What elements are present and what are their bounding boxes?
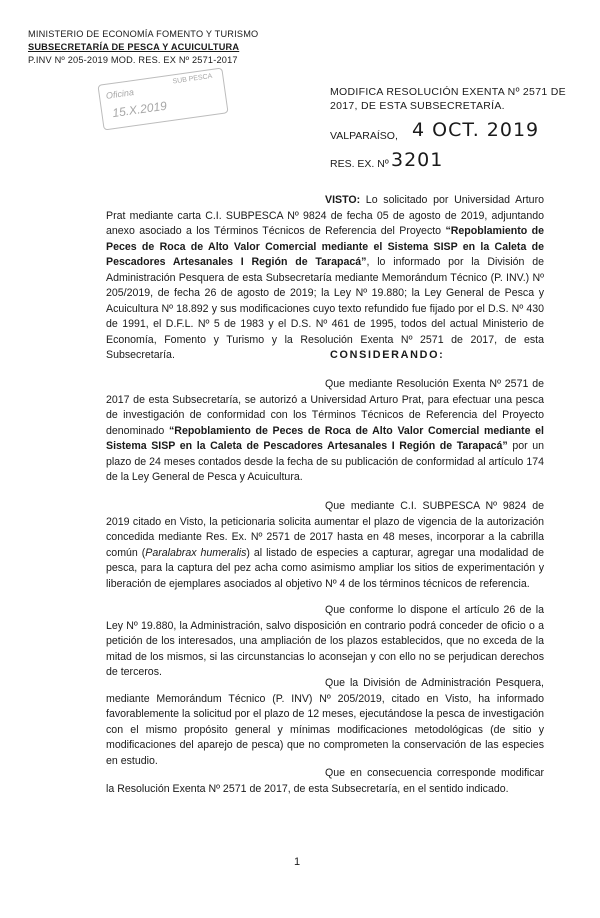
c2-text-1: Que mediante C.I. SUBPESCA Nº 9824 de 2019 citado en Visto, la peticionaria solicita aumentar el plazo de vigencia de la autorización concedida mediante Res. Ex. Nº 2571 de 2017 hasta en 48 meses, incorporar a la cabrilla común (: [106, 500, 544, 559]
page-number: 1: [294, 856, 301, 868]
stamp-text-2: 15.X.2019: [111, 98, 168, 121]
resolution-number-label: RES. EX. Nº: [330, 158, 389, 170]
considerando-2: [106, 499, 544, 592]
considerando-heading: CONSIDERANDO:: [330, 349, 445, 361]
visto-text-1: Lo solicitado por Universidad Arturo Prat mediante carta C.I. SUBPESCA Nº 9824 de fecha 05 de agosto de 2019, adjuntando anexo asociado a los Términos Técnicos de Referencia del Proyecto: [106, 194, 544, 237]
c2-species-name: Paralabrax humeralis: [145, 546, 247, 559]
letterhead: [28, 28, 258, 67]
c2-text-2: ) al listado de especies a capturar, agregar una modalidad de pesca, para la captura del pez acha como asimismo ampliar los sitios de experimentación y liberación de ejemplares asociados al objetivo Nº 4 de los términos técnicos de referencia.: [106, 546, 544, 590]
subject-line-1: MODIFICA RESOLUCIÓN EXENTA Nº 2571 DE: [330, 86, 566, 98]
c5-text: Que en consecuencia corresponde modificar la Resolución Exenta Nº 2571 de 2017, de esta Subsecretaría, en el sentido indicado.: [106, 767, 544, 795]
resolution-number: 3201: [391, 149, 444, 171]
resolution-subject: [330, 85, 570, 113]
considerando-5: [106, 766, 544, 797]
received-stamp: [97, 67, 228, 130]
c1-text-1: Que mediante Resolución Exenta Nº 2571 de 2017 de esta Subsecretaría, se autorizó a Universidad Arturo Prat, para efectuar una pesca de investigación de conformidad con los Términos Técnicos de Referencia del Proyecto denominado: [106, 378, 544, 437]
c3-text: Que conforme lo dispone el artículo 26 de la Ley Nº 19.880, la Administración, salvo disposición en contrario podrá conceder de oficio o a petición de los interesados, una ampliación de los plazos establecidos, que no exceda de la mitad de los mismos, si las circunstancias lo aconsejan y con ello no se perjudican derechos de terceros.: [106, 604, 544, 678]
visto-lead: VISTO:: [325, 194, 361, 206]
c4-text: Que la División de Administración Pesquera, mediante Memorándum Técnico (P. INV) Nº 205/2019, citado en Visto, ha informado favorablemente la solicitud por el plazo de 12 meses, ejecutándose la pesca de investigación con el mismo propósito general y mínimas modificaciones metodológicas (de sitio y modificaciones del aparejo de pesca) que no comprometen la conservación de las especies en estudio.: [106, 677, 544, 767]
c1-project-title: “Repoblamiento de Peces de Roca de Alto Valor Comercial mediante el Sistema SISP en la Caleta de Pescadores Artesanales I Región de Tarapacá”: [106, 424, 544, 452]
considerando-4: [106, 676, 544, 769]
considerando-3: [106, 603, 544, 681]
c1-text-2: por un plazo de 24 meses contados desde la fecha de su publicación de conformidad al artículo 174 de la Ley General de Pesca y Acuicultura.: [106, 440, 544, 483]
visto-text-2: , lo informado por la División de Administración Pesquera de esta Subsecretaría mediante Memorándum Técnico (P. INV.) Nº 205/2019, de fecha 26 de agosto de 2019; la Ley Nº 19.880; la Ley General de Pesca y Acuicultura Nº 18.892 y sus modificaciones cuyo texto refundido fue fijado por el D.S. Nº 430 de 1991, el D.F.L. Nº 5 de 1983 y el D.S. Nº 461 de 1995, todos del actual Ministerio de Economía, Fomento y Turismo y la Resolución Exenta Nº 2571 de 2017, de esta Subsecretaría.: [106, 256, 545, 361]
place-label: VALPARAÍSO,: [330, 130, 398, 142]
considerando-1: [106, 377, 544, 486]
stamp-text-3: SUB PESCA: [172, 72, 213, 86]
file-reference: P.INV Nº 205-2019 MOD. RES. EX Nº 2571-2017: [28, 55, 238, 65]
subsecretariat-name: SUBSECRETARÍA DE PESCA Y ACUICULTURA: [28, 42, 240, 52]
visto-paragraph: [106, 193, 544, 364]
subject-line-2: 2017, DE ESTA SUBSECRETARÍA.: [330, 100, 505, 112]
ministry-name: MINISTERIO DE ECONOMÍA FOMENTO Y TURISMO: [28, 29, 259, 39]
stamped-date: 4 OCT. 2019: [412, 119, 540, 141]
visto-project-title: “Repoblamiento de Peces de Roca de Alto Valor Comercial mediante el Sistema SISP en la Caleta de Pescadores Artesanales I Región de Tarapacá”: [106, 225, 544, 268]
stamp-text-1: Oficina: [105, 87, 135, 101]
